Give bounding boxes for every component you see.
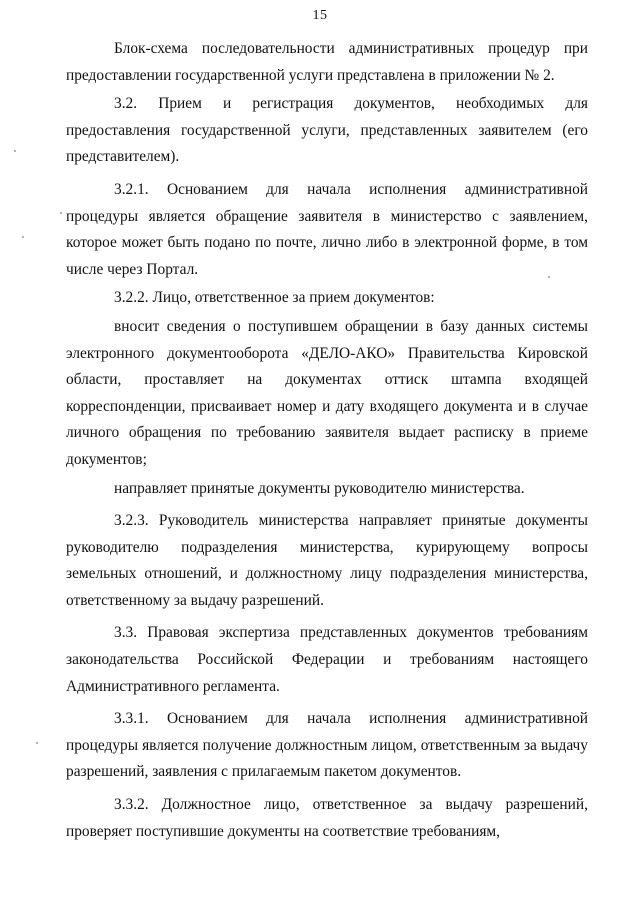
paragraph-section-3-3: 3.3. Правовая экспертиза представленных документов требованиям законодательства Российской Федерации и требованиям настоящего Административного регламента. xyxy=(66,624,588,695)
document-body xyxy=(66,36,588,845)
paragraph-section-3-3-1: 3.3.1. Основанием для начала исполнения административной процедуры является получение должностным лицом, ответственным за выдачу разрешений, заявления с прилагаемым пакетом документов. xyxy=(66,710,588,781)
paragraph-forward-to-head: направляет принятые документы руководителю министерства. xyxy=(114,479,525,497)
paragraph-section-3-2-2: 3.2.2. Лицо, ответственное за прием документов: xyxy=(114,289,435,307)
paragraph-registration-duties: вносит сведения о поступившем обращении в базу данных системы электронного документооборота «ДЕЛО-АКО» Правительства Кировской области, проставляет на документах оттиск штампа входящей корреспонденции, присваивает номер и дату входящего документа и в случае личного обращения по требованию заявителя выдает расписку в приеме документов; xyxy=(66,317,588,468)
paragraph-flowchart-note: Блок-схема последовательности административных процедур при предоставлении государственной услуги представлена в приложении № 2. xyxy=(66,40,588,84)
scan-speck xyxy=(60,212,62,214)
page-number: 15 xyxy=(312,8,328,23)
scan-speck xyxy=(22,236,24,238)
paragraph-section-3-3-2: 3.3.2. Должностное лицо, ответственное за выдачу разрешений, проверяет поступившие документы на соответствие требованиям, xyxy=(66,796,588,840)
paragraph-section-3-2-3: 3.2.3. Руководитель министерства направляет принятые документы руководителю подразделения министерства, курирующему вопросы земельных отношений, и должностному лицу подразделения министерства, ответственному за выдачу разрешений. xyxy=(66,512,588,609)
scan-speck xyxy=(548,276,550,278)
paragraph-section-3-2-1: 3.2.1. Основанием для начала исполнения административной процедуры является обращение заявителя в министерство с заявлением, которое может быть подано по почте, лично либо в электронной форме, в том числе через Портал. xyxy=(66,180,588,278)
scan-speck xyxy=(14,150,16,152)
scan-speck xyxy=(36,742,38,744)
paragraph-section-3-2: 3.2. Прием и регистрация документов, необходимых для предоставления государственной услуги, представленных заявителем (его представителем). xyxy=(66,95,588,166)
